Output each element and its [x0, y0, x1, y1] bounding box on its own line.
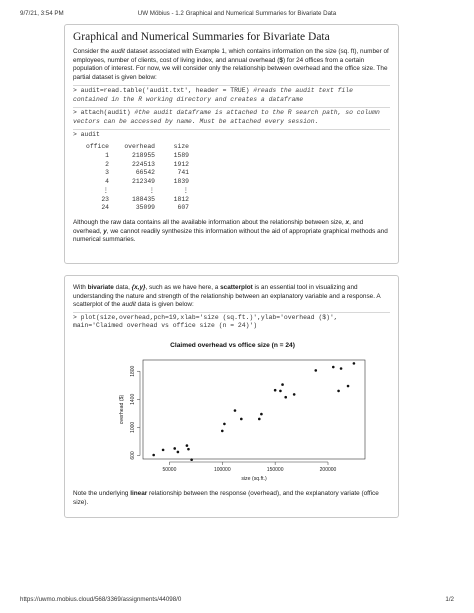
- p1-xy-set: {x,y}: [131, 284, 146, 291]
- y-tick-label: 1000: [130, 421, 136, 433]
- x-tick-label: 100000: [213, 467, 231, 473]
- page-title: Graphical and Numerical Summaries for Bivariate Data: [73, 31, 330, 43]
- table-row-ellipsis: [77, 187, 390, 196]
- table-cell: 4: [105, 178, 109, 186]
- code-read-table: [73, 85, 390, 106]
- code-attach-comment-cont: vectors can be accessed by name. Must be attached every session.: [73, 117, 319, 125]
- audit-table: [77, 143, 390, 213]
- data-point: [314, 369, 317, 372]
- print-page-number: 1/2: [445, 596, 454, 603]
- bivariate-paragraph: [73, 284, 390, 310]
- note-linear: linear: [130, 490, 148, 497]
- table-cell: ⋮: [182, 186, 189, 194]
- p1-text-c: , such as we have here, a: [145, 284, 221, 291]
- data-point: [347, 385, 350, 388]
- note-text-a: Note the underlying: [73, 490, 131, 497]
- data-point: [274, 389, 277, 392]
- table-cell: 1839: [173, 178, 189, 186]
- p1-text-d: is an essential tool in visualizing and understanding the nature and strength of the relationship between an explanatory variable and a response. A scatterplot of the: [73, 284, 381, 309]
- table-cell: 1: [105, 152, 109, 160]
- data-point: [187, 448, 190, 451]
- p1-text-e: data is given below:: [135, 301, 194, 309]
- y-tick-label: 1800: [130, 365, 136, 377]
- x-tick-label: 150000: [266, 467, 284, 473]
- outro-text-c: , we cannot readily synthesize this information without the aid of appropriate graphical methods and numerical summaries.: [73, 227, 388, 244]
- intro-dollar: $: [279, 56, 283, 64]
- data-point: [332, 366, 335, 369]
- header-office: office: [85, 143, 109, 151]
- code-read-comment: #reads the audit text file: [253, 87, 353, 95]
- data-point: [177, 451, 180, 454]
- intro-dataset-name: audit: [111, 48, 125, 55]
- table-cell: 212349: [131, 178, 155, 186]
- table-header: [77, 143, 390, 152]
- outro-paragraph: [73, 219, 390, 245]
- print-datetime: 9/7/21, 3:54 PM: [20, 10, 64, 17]
- intro-text-a: Consider the: [73, 48, 112, 55]
- data-point: [223, 423, 226, 426]
- y-tick-label: 600: [130, 451, 136, 460]
- p1-scatterplot: scatterplot: [220, 284, 253, 291]
- outro-x-symbol: x: [345, 218, 350, 226]
- code-read-comment-cont: contained in the R working directory and creates a dataframe: [73, 95, 304, 103]
- p1-bivariate: bivariate: [87, 284, 114, 291]
- data-point: [162, 449, 165, 452]
- table-row: [77, 178, 390, 187]
- note-text-b: relationship between the response (overhead), and the explanatory variate (office size).: [73, 490, 379, 506]
- code-read-command: > audit=read.table('audit.txt', header = TRUE): [73, 87, 254, 95]
- code-audit-command: > audit: [73, 131, 100, 138]
- data-point: [293, 393, 296, 396]
- data-point: [173, 447, 176, 450]
- table-cell: 24: [101, 204, 109, 212]
- x-tick-label: 200000: [319, 467, 337, 473]
- outro-text-b: , and overhead,: [73, 218, 364, 235]
- table-cell: ⋮: [102, 186, 109, 194]
- scatterplot-card: [64, 275, 399, 518]
- code-plot-line2: main='Claimed overhead vs office size (n = 24)'): [73, 322, 258, 330]
- data-point: [186, 444, 189, 447]
- table-cell: 607: [177, 204, 189, 212]
- data-point: [353, 362, 356, 365]
- code-audit: [73, 129, 390, 141]
- data-point: [279, 390, 282, 393]
- header-size: size: [173, 143, 189, 151]
- data-point: [234, 409, 237, 412]
- data-point: [281, 383, 284, 386]
- outro-text-a: Although the raw data contains all the available information about the relationship between size,: [73, 218, 346, 226]
- x-axis-label: size (sq.ft.): [241, 476, 267, 482]
- intro-text-c: ) for 24 offices from a certain population of interest. For now, we will consider only the relationship between overhead and the office size. The partial dataset is given below:: [73, 56, 388, 81]
- data-point: [152, 454, 155, 457]
- table-cell: ⋮: [148, 186, 155, 194]
- y-tick-label: 1400: [130, 393, 136, 405]
- data-point: [190, 458, 193, 461]
- summary-card: [64, 24, 399, 264]
- chart-title: Claimed overhead vs office size (n = 24): [170, 342, 295, 349]
- table-cell: 3: [105, 169, 109, 177]
- table-cell: 23: [101, 195, 109, 203]
- table-row: [77, 196, 390, 205]
- table-cell: 224513: [131, 160, 155, 168]
- p1-dataset-name: audit: [122, 301, 136, 309]
- table-cell: 2: [105, 160, 109, 168]
- code-attach-comment: #the audit dataframe is attached to the R search path, so column: [134, 109, 380, 117]
- intro-text-b: dataset associated with Example 1, which contains information on the size (sq. ft), number of employees, number of clients, cost of living index, and annual overhead (: [73, 48, 389, 64]
- table-cell: 741: [177, 169, 189, 177]
- header-overhead: overhead: [124, 143, 155, 151]
- data-point: [284, 396, 287, 399]
- scatter-chart: [73, 354, 393, 484]
- table-cell: 1912: [173, 160, 189, 168]
- p1-text-a: With: [73, 284, 88, 291]
- data-point: [337, 390, 340, 393]
- intro-paragraph: [73, 48, 390, 82]
- data-point: [221, 430, 224, 433]
- table-row: [77, 161, 390, 170]
- table-cell: 1589: [173, 152, 189, 160]
- data-point: [260, 413, 263, 416]
- table-cell: 218955: [131, 152, 155, 160]
- code-attach: [73, 107, 390, 128]
- print-url: https://uwmo.mobius.cloud/568/3369/assignments/44098/0: [20, 596, 182, 603]
- table-row: [77, 152, 390, 161]
- data-point: [240, 418, 243, 421]
- table-cell: 188435: [131, 195, 155, 203]
- table-row: [77, 204, 390, 213]
- table-cell: 66542: [135, 169, 155, 177]
- x-tick-label: 50000: [162, 467, 177, 473]
- y-axis-label: overhead ($): [119, 394, 125, 425]
- note-paragraph: [73, 490, 391, 507]
- outro-y-symbol: y: [103, 227, 107, 235]
- code-plot-line1: > plot(size,overhead,pch=19,xlab='size (sq.ft.)',ylab='overhead ($)',: [73, 313, 338, 321]
- table-cell: 1812: [173, 195, 189, 203]
- table-row: [77, 169, 390, 178]
- data-point: [258, 418, 261, 421]
- plot-frame: [143, 360, 365, 459]
- code-plot: [73, 312, 390, 333]
- p1-text-b: data,: [113, 284, 132, 291]
- print-title: UW Möbius - 1.2 Graphical and Numerical Summaries for Bivariate Data: [137, 10, 337, 17]
- table-cell: 35099: [135, 204, 155, 212]
- code-attach-command: > attach(audit): [73, 109, 135, 117]
- data-point: [340, 367, 343, 370]
